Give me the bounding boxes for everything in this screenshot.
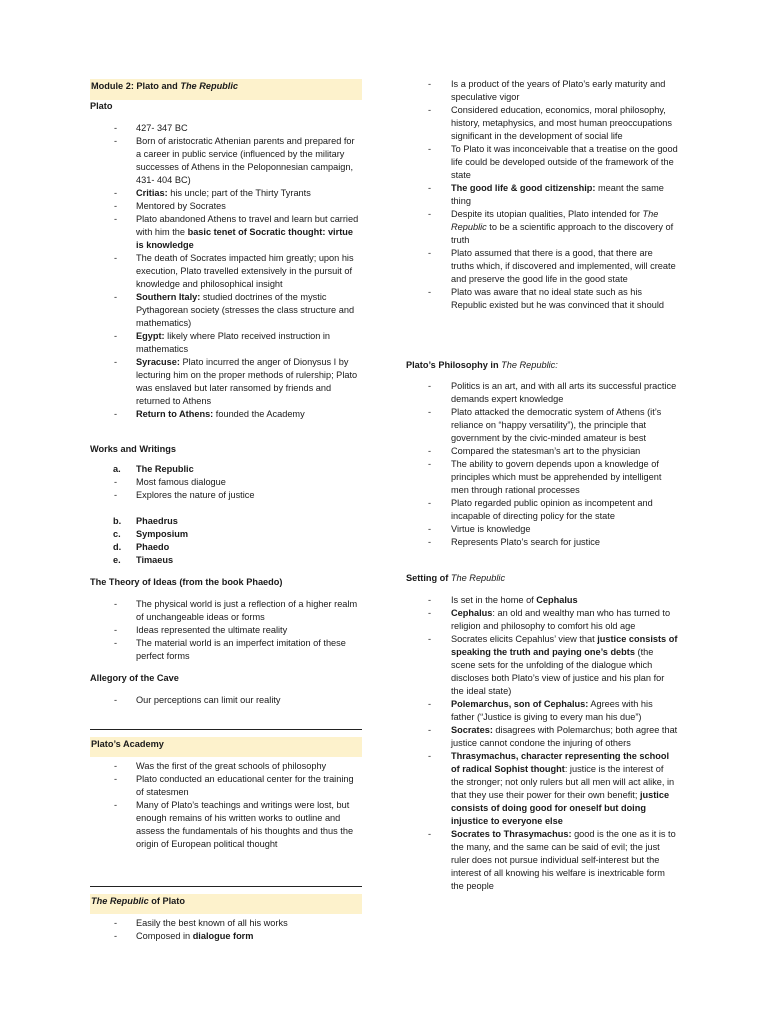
list-item: - Plato abandoned Athens to travel and learn but carried with him the basic tenet of Socratic thought: virtue is knowledge — [90, 213, 362, 252]
works-list-a — [90, 463, 362, 476]
list-item: - Ideas represented the ultimate reality — [90, 624, 362, 637]
plato-heading: Plato — [90, 101, 113, 111]
list-item: - Thrasymachus, character representing the school of radical Sophist thought: justice is the interest of the stronger; not only rulers but all men will act alike, in that they use their power for their own benefit; justice consists of doing good for oneself but doing injustice to everyone else — [406, 750, 678, 828]
plato-list — [90, 122, 362, 421]
list-item: b. Phaedrus — [113, 516, 178, 526]
setting-heading: Setting of The Republic — [406, 573, 506, 583]
ideas-heading: The Theory of Ideas (from the book Phaedo) — [90, 577, 283, 587]
works-sublist — [90, 476, 362, 502]
list-item: - To Plato it was inconceivable that a treatise on the good life could be developed outside of the framework of the state — [406, 143, 678, 182]
list-item: - Plato assumed that there is a good, that there are truths which, if discovered and implemented, will create and preserve the good life in the good state — [406, 247, 678, 286]
list-item: - Compared the statesman’s art to the physician — [406, 445, 678, 458]
list-item: - Mentored by Socrates — [90, 200, 362, 213]
list-item: - Return to Athens: founded the Academy — [90, 408, 362, 421]
list-item: - Virtue is knowledge — [406, 523, 678, 536]
list-item: - Born of aristocratic Athenian parents and prepared for a career in public service (influenced by the military successes of Athens in the Peloponnesian campaign, 431- 404 BC) — [90, 135, 362, 187]
setting-list — [406, 594, 678, 893]
list-item: - Easily the best known of all his works — [90, 917, 362, 930]
list-item: - The death of Socrates impacted him greatly; upon his execution, Plato travelled extensively in the pursuit of knowledge and philosophical insight — [90, 252, 362, 291]
list-item: - Represents Plato’s search for justice — [406, 536, 678, 549]
list-item: - Composed in dialogue form — [90, 930, 362, 943]
divider — [90, 886, 362, 887]
list-item: - Socrates elicits Cepahlus’ view that justice consists of speaking the truth and paying one’s debts (the scene sets for the unfolding of the dialogue which discloses both Plato’s view of justice and his plan for the ideal state) — [406, 633, 678, 698]
republic-heading: The Republic of Plato — [90, 894, 362, 914]
republic-list — [90, 917, 362, 943]
list-item: - Plato was aware that no ideal state such as his Republic existed but he was convinced that it should — [406, 286, 678, 312]
philosophy-heading: Plato’s Philosophy in The Republic: — [406, 360, 558, 370]
list-item: d. Phaedo — [113, 542, 170, 552]
list-item: - 427- 347 BC — [90, 122, 362, 135]
list-item: - Despite its utopian qualities, Plato intended for The Republic to be a scientific approach to the discovery of truth — [406, 208, 678, 247]
list-item: - The good life & good citizenship: meant the same thing — [406, 182, 678, 208]
list-item: - Syracuse: Plato incurred the anger of Dionysus I by lecturing him on the proper methods of rulership; Plato was enslaved but later ransomed by friends and returned to Athens — [90, 356, 362, 408]
list-item: - Plato regarded public opinion as incompetent and incapable of directing policy for the state — [406, 497, 678, 523]
philosophy-list — [406, 380, 678, 549]
list-item: - Polemarchus, son of Cephalus: Agrees with his father (“Justice is giving to every man his due”) — [406, 698, 678, 724]
list-item: - Our perceptions can limit our reality — [90, 694, 362, 707]
list-item: - Plato conducted an educational center for the training of statesmen — [90, 773, 362, 799]
list-item: e. Timaeus — [113, 555, 174, 565]
cave-list — [90, 694, 362, 707]
list-item: - Most famous dialogue — [90, 476, 362, 489]
list-item: - Explores the nature of justice — [90, 489, 362, 502]
list-item: - Socrates to Thrasymachus: good is the one as it is to the many, and the same can be said of evil; the just ruler does not pursue individual self-interest but the interest of all knowing his welfare is inextricable form the people — [406, 828, 678, 893]
list-item: c. Symposium — [113, 529, 189, 539]
ideas-list — [90, 598, 362, 663]
divider — [90, 729, 362, 730]
list-item: - Many of Plato’s teachings and writings were lost, but enough remains of his written works to outline and assess the fundamentals of his thoughts and thus the origin of European political thought — [90, 799, 362, 851]
cave-heading: Allegory of the Cave — [90, 673, 179, 683]
list-item: - Cephalus: an old and wealthy man who has turned to religion and philosophy to comfort his old age — [406, 607, 678, 633]
list-item: - The material world is an imperfect imitation of these perfect forms — [90, 637, 362, 663]
list-item: a. The Republic — [113, 464, 194, 474]
republic-continued-list — [406, 78, 678, 312]
module-title: Module 2: Plato and The Republic — [90, 79, 362, 100]
list-item: - Critias: his uncle; part of the Thirty Tyrants — [90, 187, 362, 200]
works-heading: Works and Writings — [90, 444, 176, 454]
list-item: - Is set in the home of Cephalus — [406, 594, 678, 607]
list-item: - Southern Italy: studied doctrines of the mystic Pythagorean society (stresses the class structure and mathematics) — [90, 291, 362, 330]
list-item: - Egypt: likely where Plato received instruction in mathematics — [90, 330, 362, 356]
academy-list — [90, 760, 362, 851]
academy-heading: Plato’s Academy — [90, 737, 362, 757]
works-list-b — [90, 515, 362, 567]
list-item: - Considered education, economics, moral philosophy, history, metaphysics, and most human preoccupations significant in the development of social life — [406, 104, 678, 143]
list-item: - Socrates: disagrees with Polemarchus; both agree that justice cannot condone the injuring of others — [406, 724, 678, 750]
list-item: - The ability to govern depends upon a knowledge of principles which must be apprehended by intelligent men through rational processes — [406, 458, 678, 497]
list-item: - Politics is an art, and with all arts its successful practice demands expert knowledge — [406, 380, 678, 406]
list-item: - The physical world is just a reflection of a higher realm of unchangeable ideas or forms — [90, 598, 362, 624]
list-item: - Plato attacked the democratic system of Athens (it’s reliance on “happy versatility”), the principle that government by the civic-minded amateur is best — [406, 406, 678, 445]
list-item: - Was the first of the great schools of philosophy — [90, 760, 362, 773]
list-item: - Is a product of the years of Plato’s early maturity and speculative vigor — [406, 78, 678, 104]
